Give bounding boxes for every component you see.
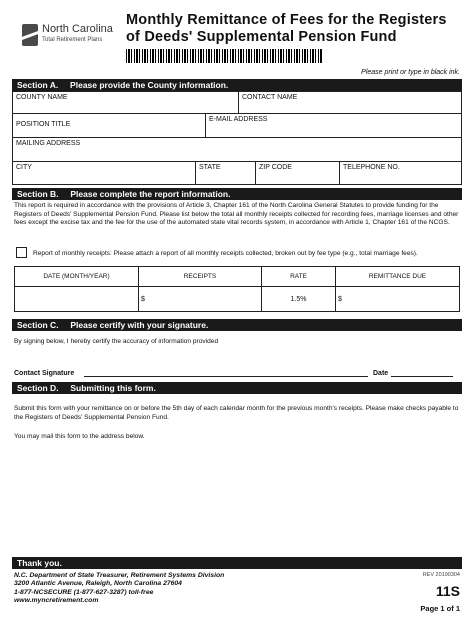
footer-website-link[interactable]: www.myncretirement.com bbox=[14, 596, 99, 604]
zip-code-label: ZIP CODE bbox=[259, 164, 292, 171]
footer-line-3: 1-877-NCSECURE (1-877-627-3287) toll-free bbox=[14, 588, 154, 596]
county-name-label: COUNTY NAME bbox=[16, 94, 68, 101]
barcode bbox=[126, 49, 322, 63]
contact-name-field[interactable] bbox=[239, 92, 461, 114]
rate-cell bbox=[262, 287, 336, 311]
contact-name-label: CONTACT NAME bbox=[242, 94, 298, 101]
section-c-header: Section C. Please certify with your signature. bbox=[12, 319, 462, 331]
signature-label: Contact Signature bbox=[14, 370, 75, 377]
telephone-label: TELEPHONE NO. bbox=[343, 164, 400, 171]
county-info-grid bbox=[12, 91, 462, 185]
thank-you-header: Thank you. bbox=[12, 557, 462, 569]
monthly-receipts-checkbox[interactable] bbox=[16, 247, 27, 258]
signature-line[interactable] bbox=[84, 376, 368, 377]
position-title-label: POSITION TITLE bbox=[16, 121, 71, 128]
date-input[interactable] bbox=[15, 287, 139, 311]
section-d-header: Section D. Submitting this form. bbox=[12, 382, 462, 394]
zip-code-field[interactable] bbox=[256, 162, 340, 184]
revision-number: REV 20190304 bbox=[422, 572, 460, 578]
mailing-address-field[interactable] bbox=[13, 138, 461, 162]
city-field[interactable] bbox=[13, 162, 196, 184]
state-field[interactable] bbox=[196, 162, 256, 184]
header-remittance-due: REMITTANCE DUE bbox=[336, 267, 459, 287]
header-receipts: RECEIPTS bbox=[139, 267, 262, 287]
receipts-currency: $ bbox=[141, 295, 145, 303]
position-title-field[interactable] bbox=[13, 114, 206, 138]
nc-logo-icon bbox=[22, 24, 38, 46]
city-label: CITY bbox=[16, 164, 32, 171]
form-number: 11S bbox=[435, 583, 460, 599]
telephone-field[interactable] bbox=[340, 162, 461, 184]
date-label: Date bbox=[373, 370, 389, 377]
email-field[interactable] bbox=[206, 114, 461, 138]
footer-address bbox=[14, 572, 224, 605]
print-note: Please print or type in black ink. bbox=[361, 69, 460, 76]
page-number: Page 1 of 1 bbox=[420, 604, 460, 613]
logo-subtitle: Total Retirement Plans bbox=[42, 37, 103, 43]
nc-retirement-logo bbox=[22, 22, 122, 50]
receipts-input[interactable] bbox=[139, 287, 262, 311]
remittance-currency: $ bbox=[338, 295, 342, 303]
remittance-table bbox=[14, 266, 460, 312]
section-c-body: By signing below, I hereby certify the accuracy of information provided bbox=[14, 338, 219, 345]
county-name-field[interactable] bbox=[13, 92, 239, 114]
date-line[interactable] bbox=[391, 376, 453, 377]
email-label: E-MAIL ADDRESS bbox=[209, 116, 268, 123]
state-label: STATE bbox=[199, 164, 221, 171]
monthly-receipts-label: Report of monthly receipts: Please attach a report of all monthly receipts collected, broken out by fee type (e.g., total marriage fees). bbox=[33, 250, 418, 257]
rate-value: 1.5% bbox=[290, 295, 307, 303]
section-b-header: Section B. Please complete the report information. bbox=[12, 188, 462, 200]
mailing-address-label: MAILING ADDRESS bbox=[16, 140, 81, 147]
footer-line-2: 3200 Atlantic Avenue, Raleigh, North Carolina 27604 bbox=[14, 580, 182, 588]
remittance-due-input[interactable] bbox=[336, 287, 459, 311]
header-rate: RATE bbox=[262, 267, 336, 287]
footer-line-1: N.C. Department of State Treasurer, Retirement Systems Division bbox=[14, 572, 225, 579]
section-a-header: Section A. Please provide the County information. bbox=[12, 79, 462, 91]
form-title: Monthly Remittance of Fees for the Registers of Deeds' Supplemental Pension Fund bbox=[126, 12, 447, 45]
header-date: DATE (MONTH/YEAR) bbox=[15, 267, 139, 287]
section-d-body-1: Submit this form with your remittance on or before the 5th day of each calendar month for the previous month's receipts. Please make checks payable to the Registers of Deeds' Supplemental Pension Fund. bbox=[14, 405, 459, 421]
logo-name: North Carolina bbox=[42, 23, 113, 35]
section-b-body: This report is required in accordance with the provisions of Article 3, Chapter 161 of the North Carolina General Statutes to provide funding for the Registers of Deeds' Supplemental Pension Fund. Please list below the total all monthly receipts collected for recording fees, marriage licenses and other fees except the excise tax and the fee for the use of the automated state vital records system, in accordance with Article 1, Chapter 161 of the NCGS. bbox=[14, 202, 459, 227]
section-d-body-2: You may mail this form to the address below. bbox=[14, 433, 145, 440]
